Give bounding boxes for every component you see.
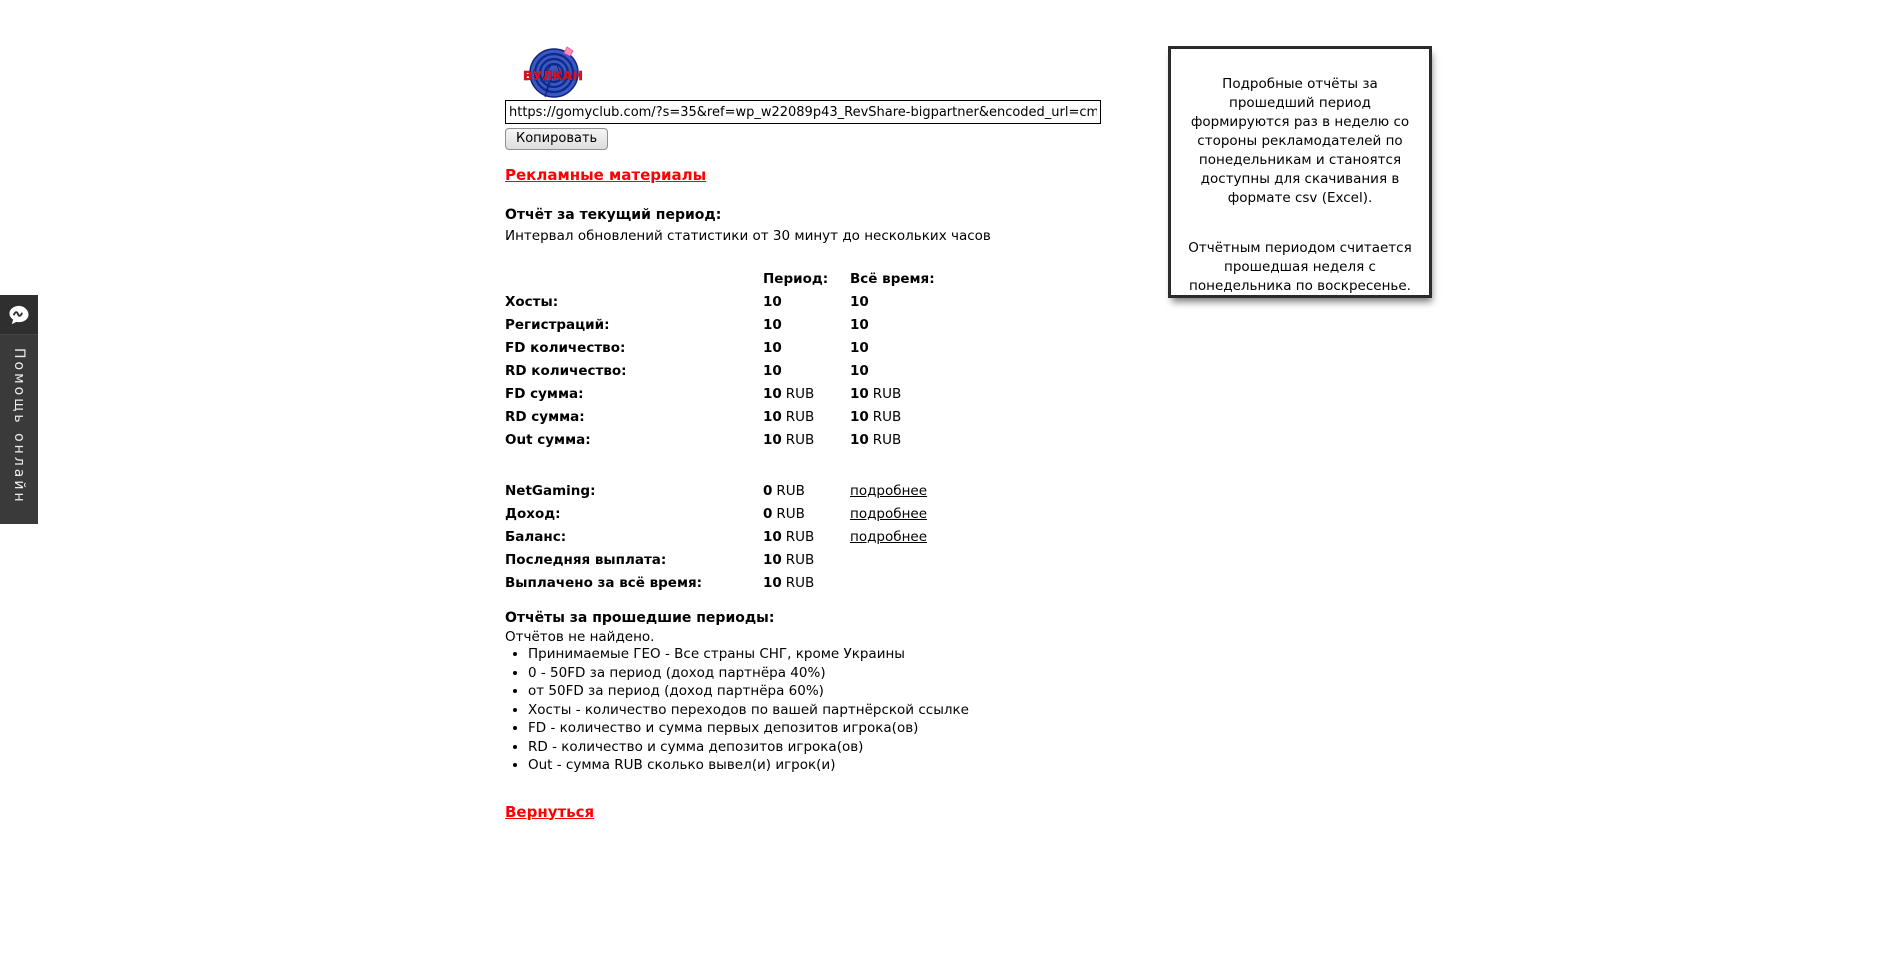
details-link[interactable]: подробнее [850, 506, 928, 522]
alltime-value: 10 [850, 294, 869, 310]
row-label: Out сумма: [505, 432, 591, 448]
row-label: FD сумма: [505, 386, 584, 402]
period-value: 10 RUB [763, 432, 815, 448]
table-row [505, 483, 1165, 506]
chat-widget-label[interactable]: Помощь онлайн [11, 348, 27, 505]
row-value: 10 RUB [763, 575, 815, 591]
row-label: Хосты: [505, 294, 559, 310]
table-row [505, 386, 1165, 409]
current-period-table [505, 271, 1165, 455]
row-label: FD количество: [505, 340, 626, 356]
table-row [505, 294, 1165, 317]
row-label: Регистраций: [505, 317, 610, 333]
list-item: • от 50FD за период (доход партнёра 60%) [528, 682, 1165, 701]
reports-info-box [1168, 46, 1432, 298]
table-row [505, 552, 1165, 575]
list-item: • RD - количество и сумма депозитов игрока(ов) [528, 738, 1165, 757]
row-details-cell [850, 506, 1010, 522]
alltime-value: 10 [850, 363, 869, 379]
list-item: • Хосты - количество переходов по вашей партнёрской ссылке [528, 701, 1165, 720]
row-label: Доход: [505, 506, 561, 522]
table-row [505, 506, 1165, 529]
main-column [505, 45, 1165, 821]
info-paragraph-2: Отчётным периодом считается прошедшая неделя с понедельника по воскресенье. [1188, 240, 1412, 294]
table-row [505, 340, 1165, 363]
past-reports-title: Отчёты за прошедшие периоды: [505, 610, 775, 626]
table-row [505, 529, 1165, 552]
table-row [505, 363, 1165, 386]
alltime-value: 10 [850, 340, 869, 356]
help-chat-widget[interactable] [0, 295, 38, 524]
chat-bubble-icon[interactable] [0, 295, 38, 335]
table-row [505, 575, 1165, 598]
row-details-cell [850, 483, 1010, 499]
terms-list [505, 645, 1165, 701]
referral-url-input[interactable] [505, 100, 1101, 124]
promo-materials-link[interactable]: Рекламные материалы [505, 166, 707, 184]
list-item: • Out - сумма RUB сколько вывел(и) игрок(и) [528, 756, 1165, 775]
period-value: 10 [763, 294, 782, 310]
row-label: Баланс: [505, 529, 567, 545]
period-column-header: Период: [763, 271, 829, 287]
list-item: • 0 - 50FD за период (доход партнёра 40%) [528, 664, 1165, 683]
row-value: 0 RUB [763, 483, 805, 499]
balance-table [505, 483, 1165, 598]
alltime-value: 10 RUB [850, 386, 902, 402]
period-value: 10 RUB [763, 386, 815, 402]
alltime-value: 10 RUB [850, 432, 902, 448]
alltime-value: 10 [850, 317, 869, 333]
row-label: RD количество: [505, 363, 627, 379]
period-value: 10 [763, 340, 782, 356]
table-row [505, 432, 1165, 455]
period-value: 10 RUB [763, 409, 815, 425]
table-row [505, 409, 1165, 432]
table-row [505, 317, 1165, 340]
row-label: NetGaming: [505, 483, 596, 499]
table-header-row [505, 271, 1165, 294]
vulkan-logo [521, 45, 585, 98]
info-paragraph-1: Подробные отчёты за прошедший период формируются раз в неделю со стороны рекламодателей по понедельникам и станоятся доступны для скачивания в формате csv (Excel). [1190, 76, 1410, 206]
alltime-value: 10 RUB [850, 409, 902, 425]
alltime-column-header: Всё время: [850, 271, 935, 287]
report-interval-note: Интервал обновлений статистики от 30 минут до нескольких часов [505, 228, 991, 244]
list-item: • Принимаемые ГЕО - Все страны СНГ, кроме Украины [528, 645, 1165, 664]
logo-text: ВУЛКАН [523, 68, 583, 83]
back-row [505, 803, 1165, 821]
details-link[interactable]: подробнее [850, 483, 928, 499]
row-details-cell [850, 529, 1010, 545]
row-value: 10 RUB [763, 552, 815, 568]
glossary-list [505, 701, 1165, 775]
row-value: 10 RUB [763, 529, 815, 545]
period-value: 10 [763, 363, 782, 379]
promo-materials-row [505, 166, 1165, 184]
back-link[interactable]: Вернуться [505, 802, 595, 821]
copy-button-row [505, 124, 1165, 150]
current-report-title: Отчёт за текущий период: [505, 207, 722, 223]
copy-button[interactable]: Копировать [505, 128, 608, 150]
no-reports-text: Отчётов не найдено. [505, 629, 655, 645]
list-item: • FD - количество и сумма первых депозитов игрока(ов) [528, 719, 1165, 738]
row-label: Выплачено за всё время: [505, 575, 703, 591]
period-value: 10 [763, 317, 782, 333]
row-label: Последняя выплата: [505, 552, 667, 568]
row-label: RD сумма: [505, 409, 585, 425]
details-link[interactable]: подробнее [850, 529, 928, 545]
row-value: 0 RUB [763, 506, 805, 522]
